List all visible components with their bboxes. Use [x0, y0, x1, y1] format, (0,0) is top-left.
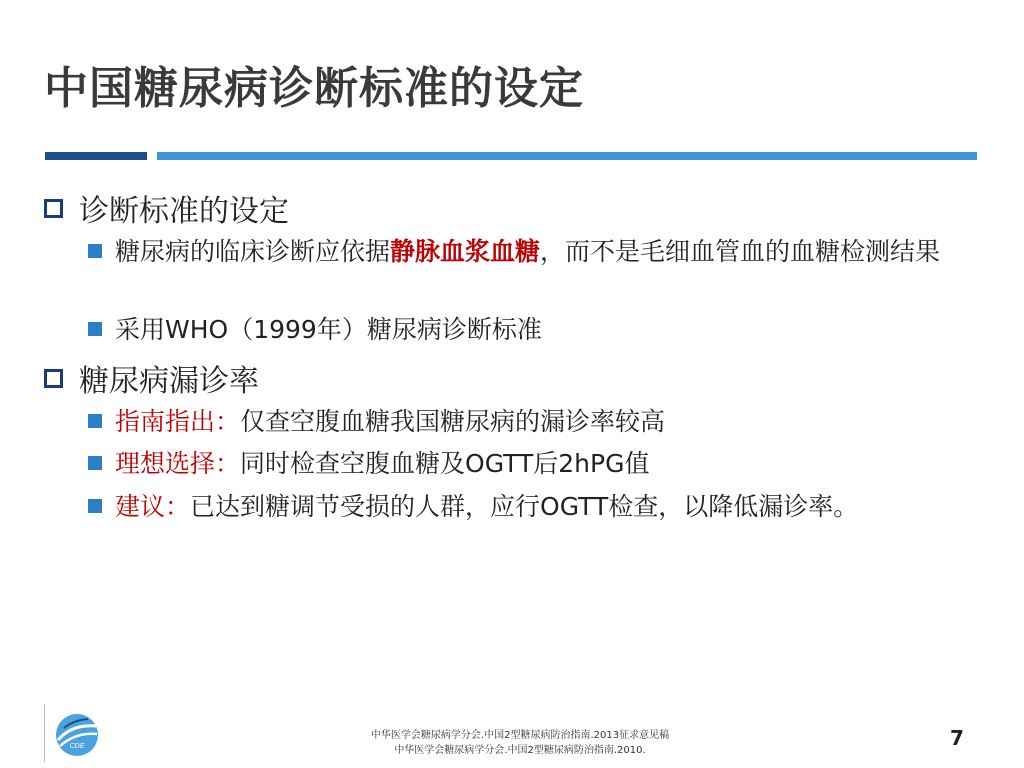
reference-line-2: 中华医学会糖尿病学分会.中国2型糖尿病防治指南.2010.: [394, 745, 646, 756]
highlight-text: 静脉血浆血糖: [390, 237, 541, 266]
hollow-square-bullet-icon: [44, 199, 63, 218]
square-bullet-icon: [88, 499, 102, 513]
item-text: 已达到糖调节受损的人群，应行OGTT检查，以降低漏诊率。: [190, 492, 859, 521]
footer-divider: [44, 704, 45, 762]
item-label: 理想选择：: [115, 449, 241, 478]
list-item: [88, 491, 858, 523]
list-item: [88, 406, 665, 438]
list-item-text: 采用WHO（1999年）糖尿病诊断标准: [115, 315, 542, 344]
title-underline-light: [157, 152, 977, 160]
section-heading-text: 糖尿病漏诊率: [79, 364, 259, 399]
square-bullet-icon: [88, 244, 102, 258]
item-text: 同时检查空腹血糖及OGTT后2hPG值: [240, 449, 650, 478]
list-item-text: [115, 448, 649, 480]
title-underline-dark: [45, 152, 147, 160]
list-item: [88, 314, 542, 346]
list-item-text: [115, 406, 665, 438]
item-label: 建议：: [115, 492, 191, 521]
section-heading-missed-diagnosis: [44, 356, 259, 400]
hollow-square-bullet-icon: [44, 369, 63, 388]
square-bullet-icon: [88, 456, 102, 470]
section-heading-text: 诊断标准的设定: [79, 194, 289, 229]
reference-line-1: 中华医学会糖尿病学分会.中国2型糖尿病防治指南.2013征求意见稿: [370, 730, 670, 741]
section-heading-criteria: [44, 186, 289, 230]
page-title: 中国糖尿病诊断标准的设定: [44, 63, 584, 114]
square-bullet-icon: [88, 414, 102, 428]
item-label: 指南指出：: [115, 407, 241, 436]
list-item: [88, 448, 649, 480]
page-number: 7: [950, 726, 964, 750]
list-item-text: [115, 491, 858, 523]
list-item-text: [115, 236, 940, 268]
list-item: [88, 236, 978, 268]
item-text: 仅查空腹血糖我国糖尿病的漏诊率较高: [240, 407, 666, 436]
item-text-after: ，而不是毛细血管血的血糖检测结果: [540, 237, 941, 266]
square-bullet-icon: [88, 322, 102, 336]
item-text-before: 糖尿病的临床诊断应依据: [115, 237, 391, 266]
cde-logo-icon: [52, 710, 102, 760]
svg-text:CDE: CDE: [69, 743, 85, 750]
